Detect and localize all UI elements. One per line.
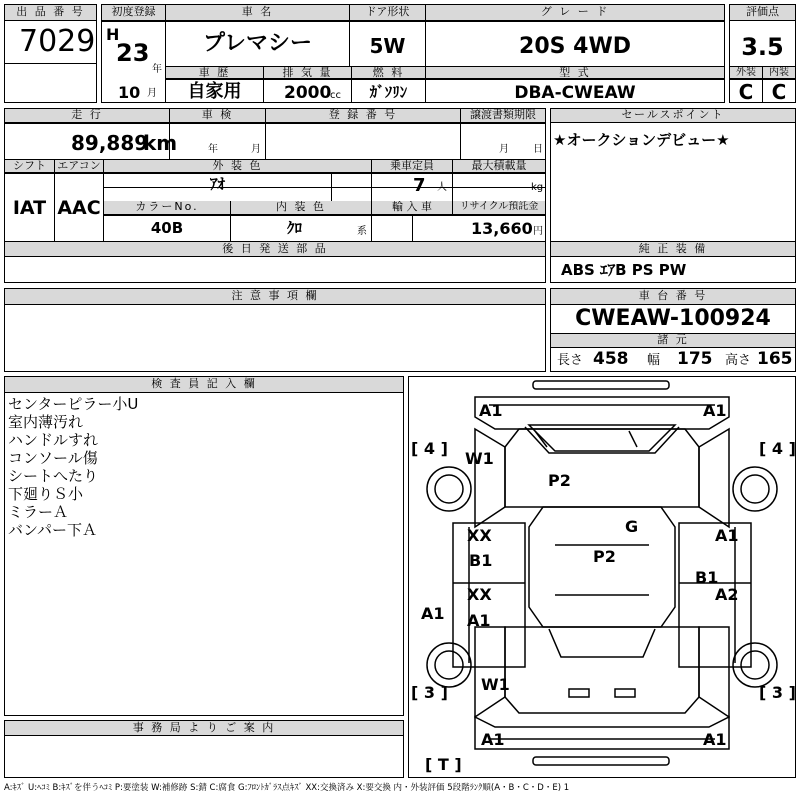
damage-mark: P2 (548, 471, 571, 490)
inspection-label: 車 検 (170, 109, 265, 123)
damage-mark: B1 (695, 568, 719, 587)
ac: AAC (57, 197, 101, 219)
car-outline-drawing (409, 377, 795, 777)
fuel: ｶﾞｿﾘﾝ (369, 83, 408, 101)
damage-mark: W1 (481, 675, 510, 694)
reg-month: 10 (118, 83, 141, 102)
capacity-label: 乗車定員 (372, 160, 452, 173)
height-label: 高さ (725, 353, 752, 368)
inspector-note: ハンドルすれ (8, 431, 99, 449)
damage-mark: A2 (715, 585, 739, 604)
width-value: 175 (677, 349, 713, 369)
main-info-box (101, 4, 725, 103)
inspector-note: センターピラー小U (8, 395, 139, 413)
sales-text: ★オークションデビュー★ (553, 131, 730, 149)
recycle: 13,660 (471, 219, 533, 238)
damage-mark: A1 (703, 730, 727, 749)
sales-label: セールスポイント (551, 109, 795, 123)
recycle-unit: 円 (533, 226, 543, 237)
office-box (4, 720, 404, 778)
displacement-label: 排 気 量 (264, 67, 351, 79)
displacement: 2000 (284, 83, 332, 103)
month-unit: 月 (147, 88, 157, 99)
transfer-month-unit: 月 (499, 144, 509, 155)
door-label: ドア形状 (350, 5, 425, 21)
ext-color: ｱｵ (209, 175, 225, 193)
displacement-unit: cc (330, 90, 341, 101)
lot-box (4, 4, 97, 103)
tire-mark: [ 4 ] (411, 439, 448, 458)
damage-mark: B1 (469, 551, 493, 570)
model: DBA-CWEAW (514, 83, 636, 103)
inspector-note: 下廻りＳ小 (8, 485, 84, 503)
color-no-label: カラーNo. (104, 201, 230, 215)
history-label: 車 歴 (166, 67, 263, 79)
tire-mark: [ T ] (425, 755, 462, 774)
damage-mark: G (625, 517, 639, 536)
mileage-unit: km (143, 131, 178, 155)
parts-box (4, 241, 546, 283)
shift: IAT (12, 197, 47, 219)
transfer-label: 譲渡書類期限 (461, 109, 545, 123)
spec-label: 諸 元 (551, 334, 795, 348)
lot-number: 7029 (19, 24, 96, 59)
int-color: ｸﾛ (287, 219, 303, 237)
int-color-unit: 系 (357, 226, 367, 237)
damage-mark: A1 (715, 526, 739, 545)
details-box (4, 108, 546, 242)
shift-label: シフト (5, 160, 54, 173)
year-unit: 年 (152, 64, 162, 75)
chassis-number: CWEAW-100924 (575, 306, 771, 331)
equipment-box (550, 241, 796, 283)
transfer-day-unit: 日 (533, 144, 543, 155)
door-type: 5W (369, 34, 406, 58)
inspector-note: コンソール傷 (8, 449, 98, 467)
damage-mark: A1 (479, 401, 503, 420)
history: 自家用 (187, 81, 242, 102)
mileage-label: 走 行 (5, 109, 169, 123)
recycle-label: リサイクル預託金 (453, 201, 545, 215)
chassis-box (550, 288, 796, 372)
tire-mark: [ 4 ] (759, 439, 796, 458)
max-load-label: 最大積載量 (453, 160, 545, 173)
caution-box (4, 288, 546, 372)
equipment-label: 純 正 装 備 (551, 242, 795, 257)
grade-label: グ レ ー ド (426, 5, 724, 21)
first-reg-label: 初度登録 (102, 5, 165, 21)
legend: A:ｷｽﾞ U:ﾍｺﾐ B:ｷｽﾞを伴うﾍｺﾐ P:要塗装 W:補修跡 S:錆 C:腐食 G:ﾌﾛﾝﾄｶﾞﾗｽ点ｷｽﾞ XX:交換済み X:要交換 内・外装評価 5段階ﾗﾝｸ順(A・B・C・D・E) 1 (4, 783, 570, 793)
int-color-label: 内 装 色 (231, 201, 371, 215)
capacity: 7 (413, 175, 426, 196)
max-load-unit: kg (531, 182, 544, 193)
damage-mark: A1 (703, 401, 727, 420)
color-no: 40B (150, 219, 184, 237)
reg-year: 23 (116, 39, 150, 67)
damage-mark: A1 (467, 611, 491, 630)
ac-label: エアコン (55, 160, 103, 173)
inspector-note: シートへたり (8, 467, 99, 485)
interior-label: 内装 (763, 67, 795, 79)
score-label: 評価点 (730, 5, 795, 21)
length-label: 長さ (557, 353, 584, 368)
height-value: 165 (757, 349, 793, 369)
exterior-grade: C (738, 80, 754, 104)
inspector-note: 室内薄汚れ (8, 413, 84, 431)
inspector-box (4, 376, 404, 716)
sales-box (550, 108, 796, 242)
damage-mark: XX (467, 526, 492, 545)
inspection-month-unit: 月 (251, 144, 261, 155)
damage-mark: XX (467, 585, 492, 604)
chassis-label: 車 台 番 号 (551, 289, 795, 305)
inspector-note: ミラーＡ (8, 503, 69, 521)
capacity-unit: 人 (437, 182, 447, 193)
reg-no-label: 登 録 番 号 (266, 109, 460, 123)
length-value: 458 (593, 349, 629, 369)
inspection-year-unit: 年 (208, 144, 218, 155)
import-label: 輸 入 車 (372, 201, 452, 215)
damage-mark: W1 (465, 449, 494, 468)
fuel-label: 燃 料 (352, 67, 425, 79)
car-name-label: 車 名 (166, 5, 349, 21)
score-box (729, 4, 796, 103)
car-name: プレマシー (202, 31, 313, 56)
interior-grade: C (771, 80, 787, 104)
width-label: 幅 (647, 353, 661, 368)
inspector-label: 検 査 員 記 入 欄 (5, 377, 403, 393)
damage-mark: A1 (421, 604, 445, 623)
mileage: 89,889 (71, 131, 149, 155)
score: 3.5 (741, 33, 784, 61)
car-diagram (408, 376, 796, 778)
grade: 20S 4WD (519, 34, 631, 59)
inspector-note: バンパー下Ａ (8, 521, 97, 539)
era: H (106, 25, 120, 44)
damage-mark: A1 (481, 730, 505, 749)
equipment-text: ABS ｴｱB PS PW (561, 261, 687, 279)
caution-label: 注 意 事 項 欄 (5, 289, 545, 305)
model-label: 型 式 (426, 67, 724, 79)
office-label: 事 務 局 よ り ご 案 内 (5, 721, 403, 736)
exterior-label: 外装 (730, 67, 762, 79)
damage-mark: P2 (593, 547, 616, 566)
tire-mark: [ 3 ] (759, 683, 796, 702)
ext-color-label: 外 装 色 (104, 160, 371, 173)
lot-label: 出 品 番 号 (5, 5, 96, 21)
parts-label: 後 日 発 送 部 品 (5, 242, 545, 257)
tire-mark: [ 3 ] (411, 683, 448, 702)
